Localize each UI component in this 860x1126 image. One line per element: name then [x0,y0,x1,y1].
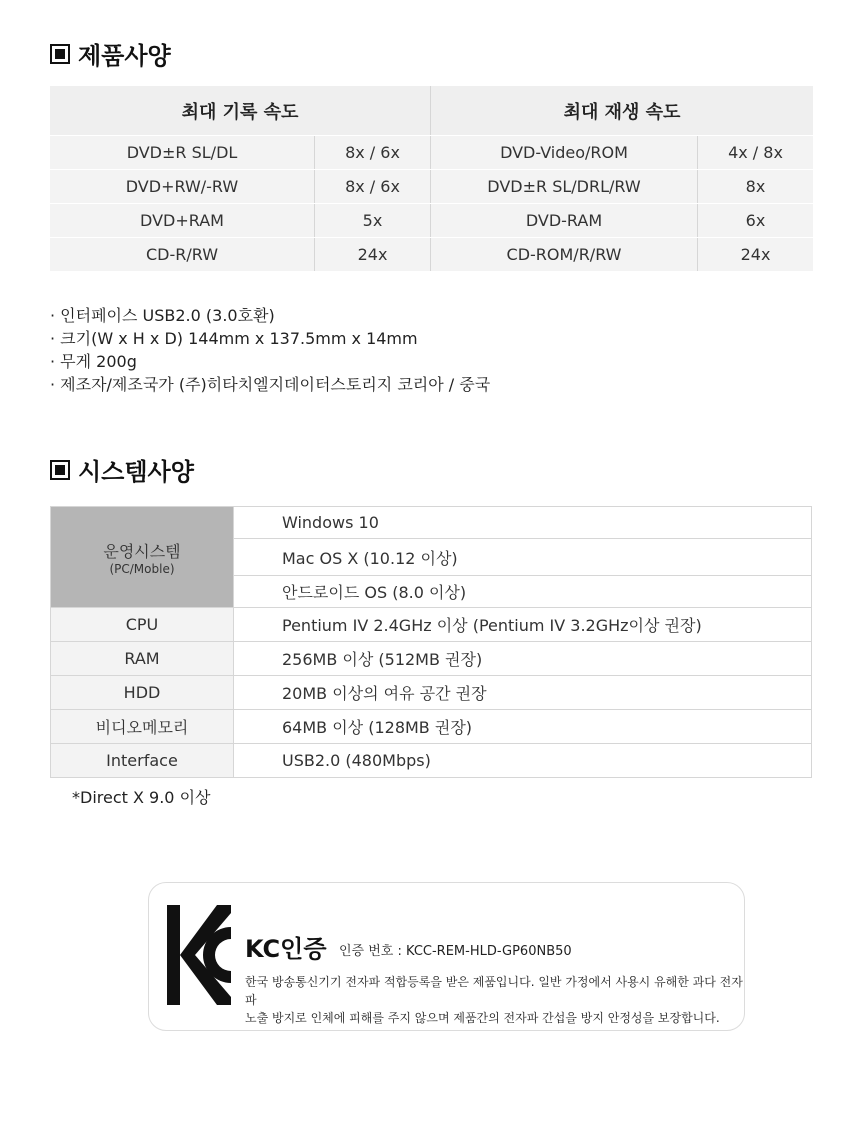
play-media: CD-ROM/R/RW [431,238,698,271]
play-speed: 4x / 8x [728,143,783,162]
play-media: DVD±R SL/DRL/RW [431,170,698,203]
write-speed: 8x / 6x [315,136,431,169]
header-play-speed: 최대 재생 속도 [563,101,681,123]
play-speed: 24x [740,245,771,264]
table-row [51,507,812,539]
kc-description [245,973,744,1027]
write-media: DVD+RW/-RW [50,170,315,203]
system-spec-table [50,506,812,778]
row-value-interface: USB2.0 (480Mbps) [234,744,812,778]
row-label-ram: RAM [51,642,234,676]
write-speed: 8x / 6x [315,170,431,203]
kc-desc-line: 노출 방지로 인체에 피해를 주지 않으며 제품간의 전자파 간섭을 방지 안정성을 보장합니다. [245,1011,720,1025]
table-row [50,169,813,203]
write-media: DVD+RAM [50,204,315,237]
bullet-manufacturer: · 제조자/제조국가 (주)히타치엘지데이터스토리지 코리아 / 중국 [50,375,491,394]
square-bullet-icon [50,460,70,480]
kc-cert-number: 인증 번호 : KCC-REM-HLD-GP60NB50 [339,944,572,959]
play-media: DVD-RAM [431,204,698,237]
table-row [50,237,813,271]
kc-certification-box [148,882,745,1031]
row-label-cpu: CPU [51,608,234,642]
os-label: 운영시스템 [103,541,181,561]
os-value: Windows 10 [234,507,812,539]
play-speed: 6x [745,211,766,230]
spec-table-header [50,86,813,135]
table-row [50,203,813,237]
table-row [51,744,812,778]
row-value-hdd: 20MB 이상의 여유 공간 권장 [234,676,812,710]
bullet-size: · 크기(W x H x D) 144mm x 137.5mm x 14mm [50,329,418,348]
play-speed: 8x [745,177,766,196]
os-value: 안드로이드 OS (8.0 이상) [234,576,812,608]
row-label-video-memory: 비디오메모리 [51,710,234,744]
row-value-ram: 256MB 이상 (512MB 권장) [234,642,812,676]
table-row [50,135,813,169]
write-speed: 5x [315,204,431,237]
kc-mark-icon [167,905,231,1005]
bullet-weight: · 무게 200g [50,352,137,371]
header-write-speed: 최대 기록 속도 [50,86,431,135]
directx-footnote: *Direct X 9.0 이상 [72,788,211,807]
write-media: CD-R/RW [50,238,315,271]
row-value-video-memory: 64MB 이상 (128MB 권장) [234,710,812,744]
row-value-cpu: Pentium IV 2.4GHz 이상 (Pentium IV 3.2GHz이상 권장) [234,608,812,642]
os-sublabel: (PC/Moble) [109,561,175,576]
kc-title: KC인증 [245,935,327,963]
product-spec-bullets [50,304,490,396]
write-media: DVD±R SL/DL [50,136,315,169]
os-value: Mac OS X (10.12 이상) [234,539,812,576]
table-row [51,676,812,710]
bullet-interface: · 인터페이스 USB2.0 (3.0호환) [50,306,275,325]
os-label-cell [51,507,234,608]
kc-desc-line: 한국 방송통신기기 전자파 적합등록을 받은 제품입니다. 일반 가정에서 사용시 유해한 과다 전자파 [245,975,743,1007]
table-row [51,608,812,642]
system-spec-title: 시스템사양 [50,452,194,487]
write-speed: 24x [315,238,431,271]
square-bullet-icon [50,44,70,64]
table-row [51,642,812,676]
play-media: DVD-Video/ROM [431,136,698,169]
row-label-hdd: HDD [51,676,234,710]
product-spec-table [50,86,813,271]
product-spec-title: 제품사양 [50,36,171,71]
row-label-interface: Interface [51,744,234,778]
table-row [51,710,812,744]
